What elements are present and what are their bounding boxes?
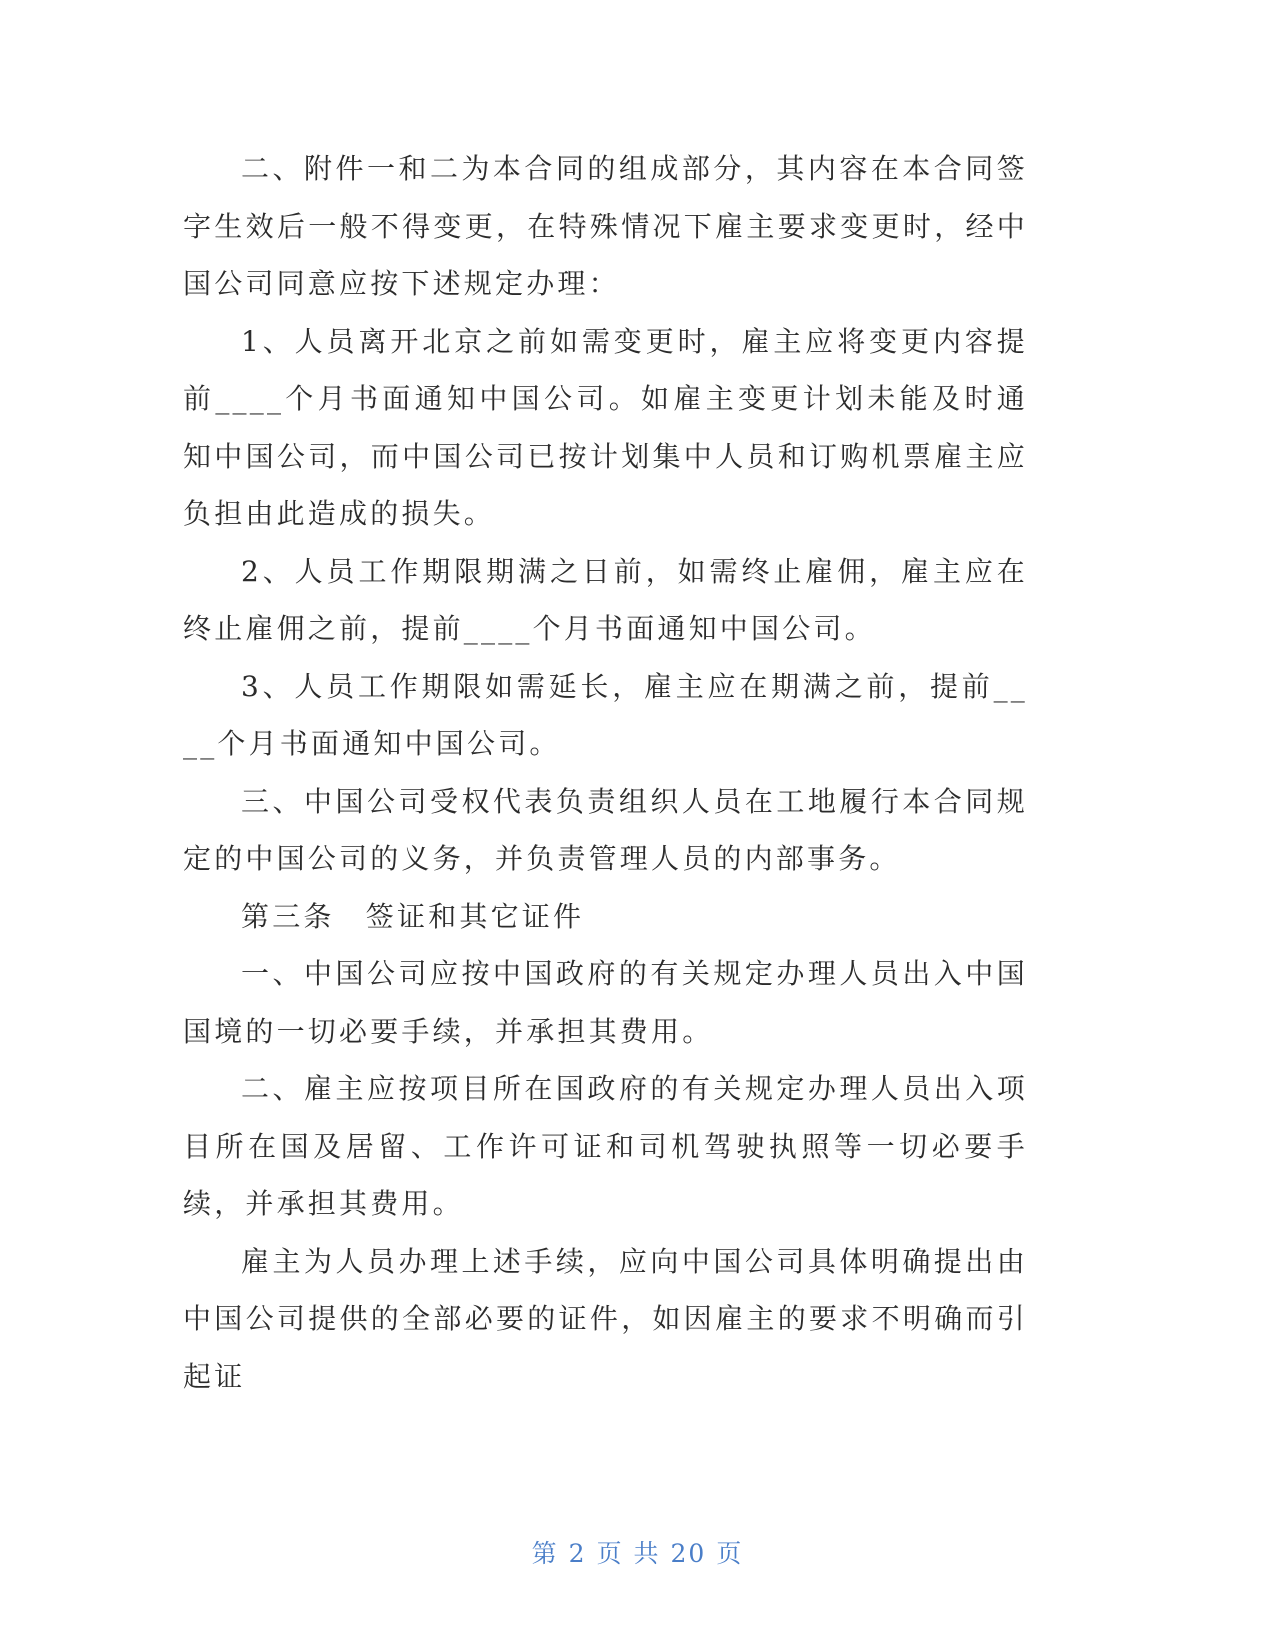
footer-label-page: 第 <box>531 1539 559 1568</box>
document-body <box>183 140 1028 1405</box>
paragraph-change-before-departure: 1、人员离开北京之前如需变更时，雇主应将变更内容提前____个月书面通知中国公司。如雇主变更计划未能及时通知中国公司，而中国公司已按计划集中人员和订购机票雇主应负担由此造成的损失。 <box>183 324 1028 530</box>
footer-label-of: 页 共 <box>596 1539 661 1568</box>
footer-label-end: 页 <box>716 1539 744 1568</box>
page-footer <box>0 1534 1275 1570</box>
paragraph-host-country-permits: 二、雇主应按项目所在国政府的有关规定办理人员出入项目所在国及居留、工作许可证和司机驾驶执照等一切必要手续，并承担其费用。 <box>183 1072 1028 1220</box>
footer-total-pages: 20 <box>670 1539 707 1568</box>
paragraph-authorized-representative: 三、中国公司受权代表负责组织人员在工地履行本合同规定的中国公司的义务，并负责管理人员的内部事务。 <box>183 784 1028 875</box>
paragraph-china-exit-entry: 一、中国公司应按中国政府的有关规定办理人员出入中国国境的一切必要手续，并承担其费用。 <box>183 957 1028 1048</box>
paragraph-termination-notice: 2、人员工作期限期满之日前，如需终止雇佣，雇主应在终止雇佣之前，提前____个月书面通知中国公司。 <box>183 554 1028 645</box>
footer-current-page: 2 <box>568 1539 587 1568</box>
section-heading-article-3: 第三条 签证和其它证件 <box>241 899 585 933</box>
paragraph-annex-changes: 二、附件一和二为本合同的组成部分，其内容在本合同签字生效后一般不得变更，在特殊情况下雇主要求变更时，经中国公司同意应按下述规定办理： <box>183 152 1028 300</box>
paragraph-extension-notice: 3、人员工作期限如需延长，雇主应在期满之前，提前____个月书面通知中国公司。 <box>183 669 1028 760</box>
paragraph-document-requirements: 雇主为人员办理上述手续，应向中国公司具体明确提出由中国公司提供的全部必要的证件，如因雇主的要求不明确而引起证 <box>183 1244 1028 1393</box>
